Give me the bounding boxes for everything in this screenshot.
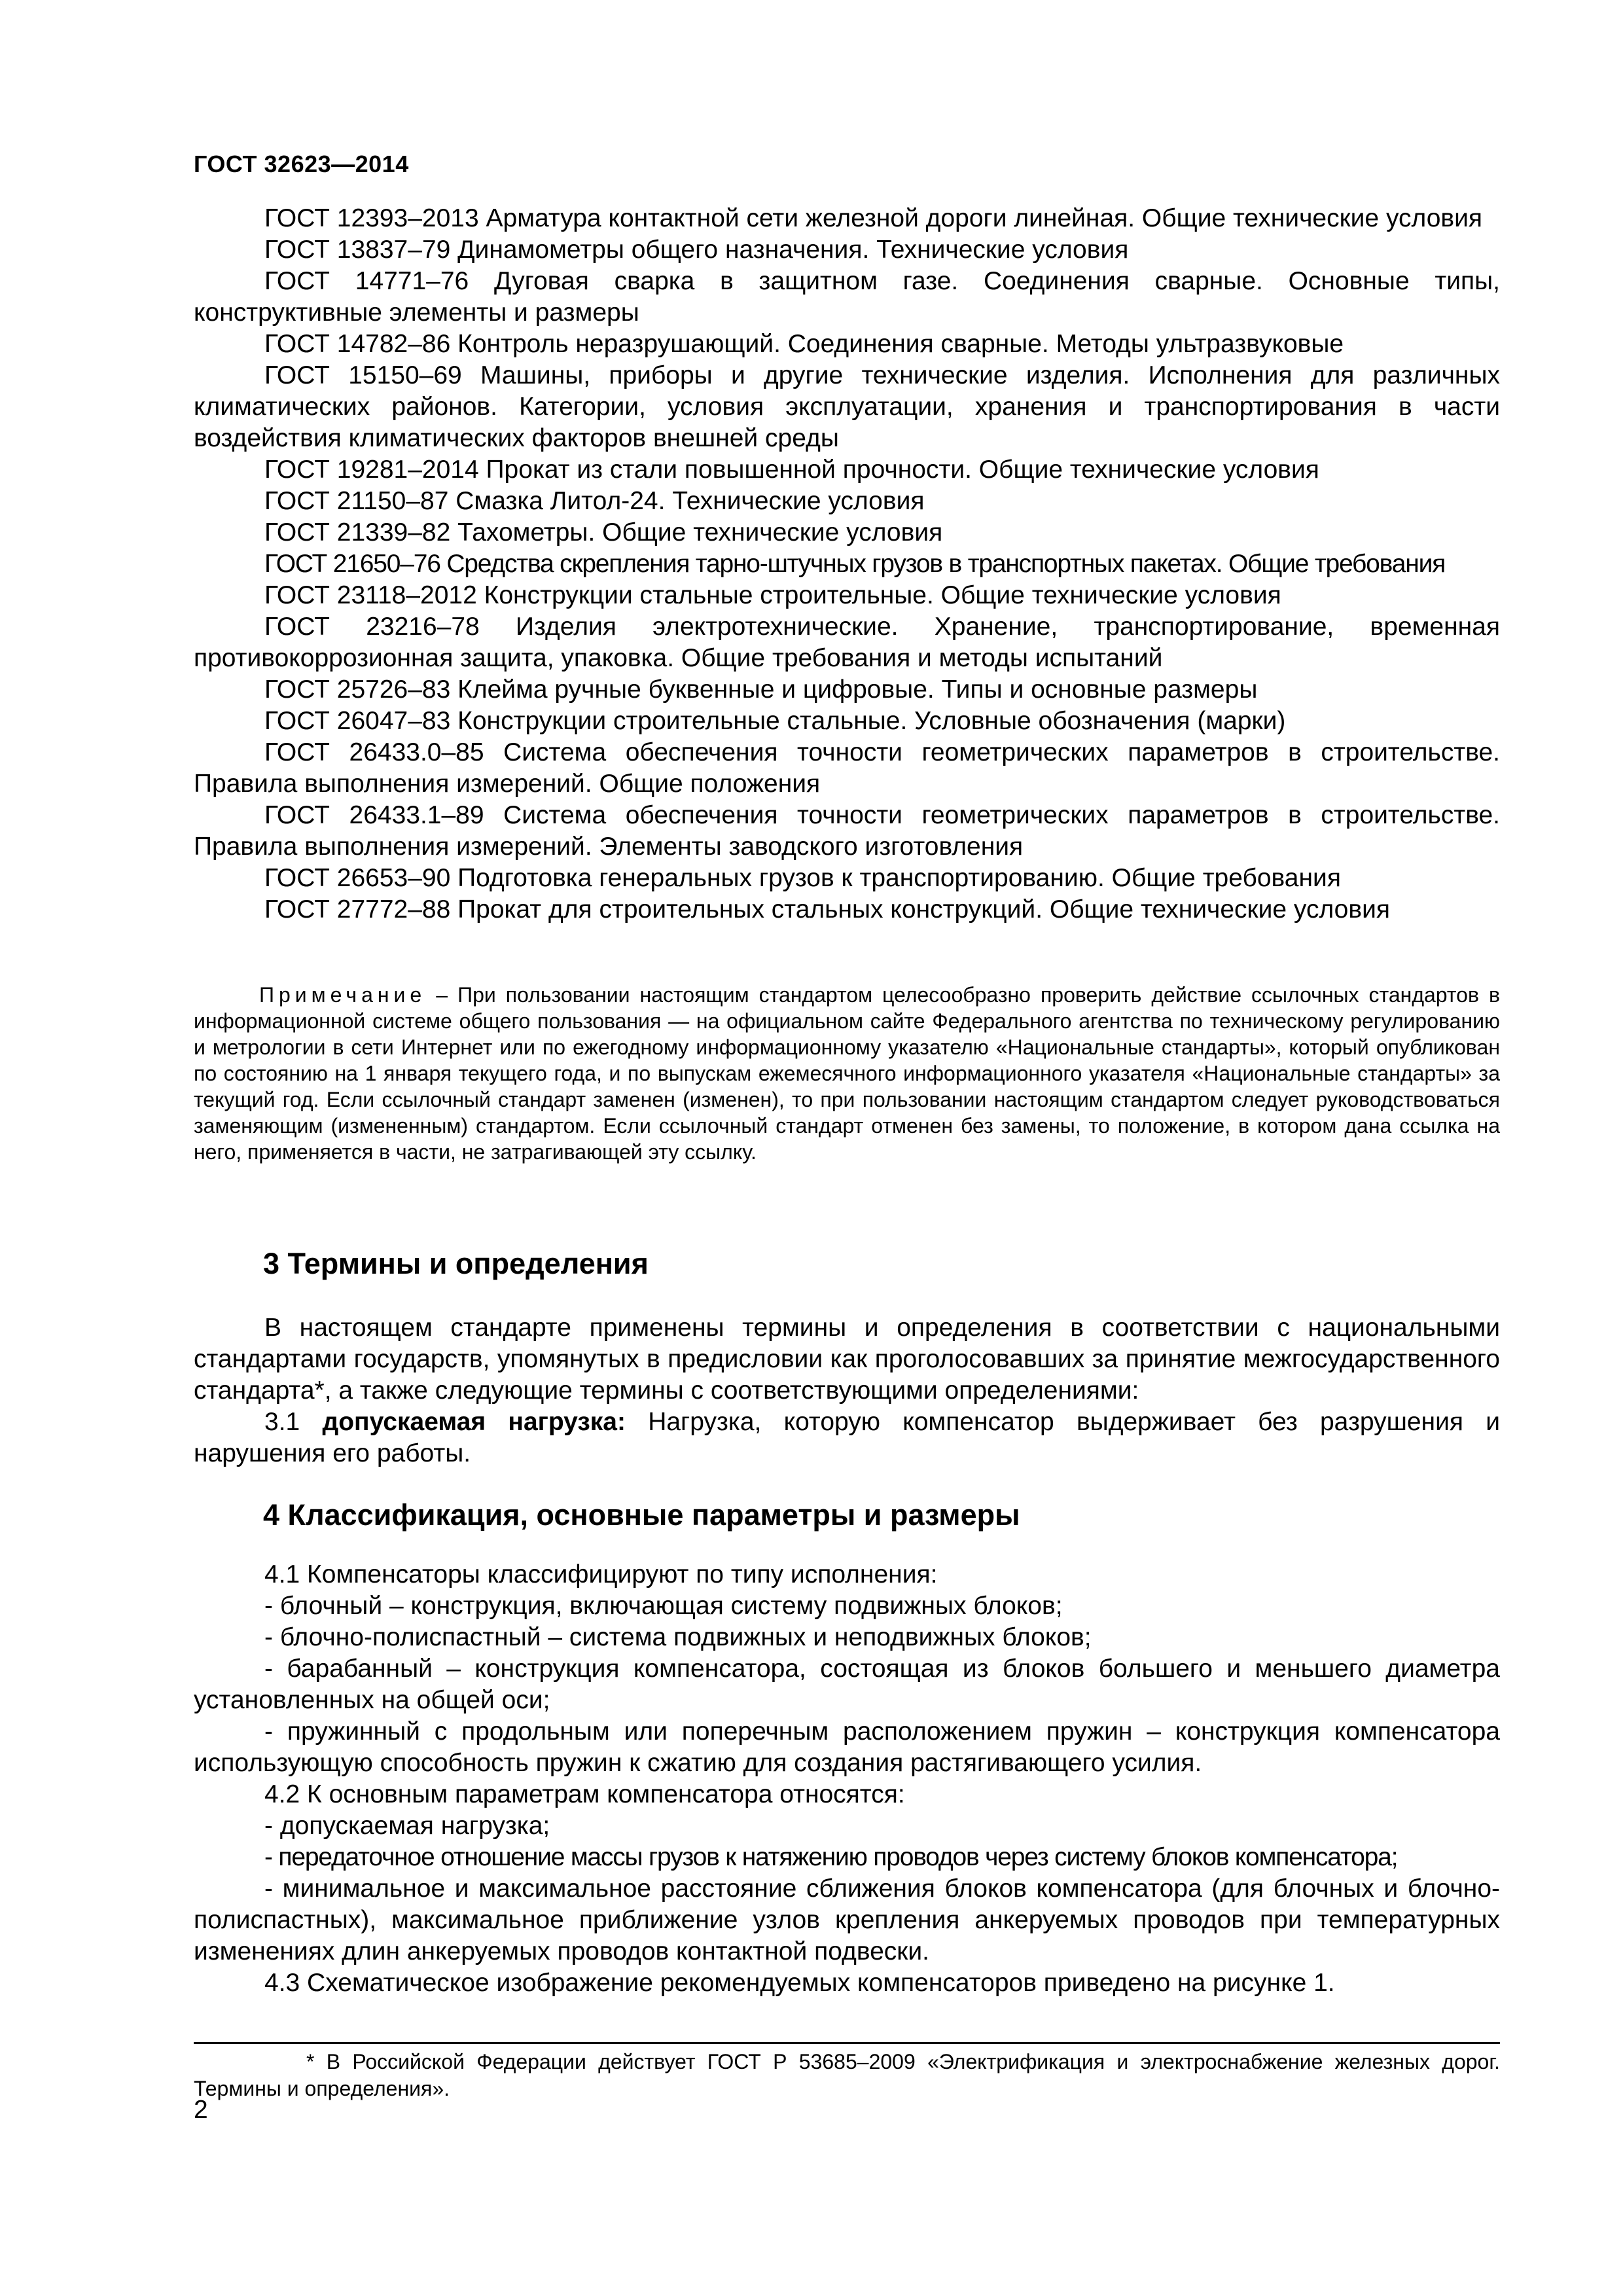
section-4-paragraph: 4.3 Схематическое изображение рекомендуемых компенсаторов приведено на рисунке 1. xyxy=(264,1969,1335,1997)
reference-item: ГОСТ 13837–79 Динамометры общего назначения. Технические условия xyxy=(264,236,1129,264)
reference-item: ГОСТ 21339–82 Тахометры. Общие технические условия xyxy=(264,518,943,547)
reference-item: ГОСТ 26047–83 Конструкции строительные стальные. Условные обозначения (марки) xyxy=(264,707,1286,735)
note-text: – При пользовании настоящим стандартом целесообразно проверить действие ссылочных стандартов в информационной системе общего пользования — на официальном сайте Федерального агентства по техническому регулированию и метрологии в сети Интернет или по ежегодному информационному указателю «Национальные стандарты», который опубликован по состоянию на 1 января текущего года, и по выпускам ежемесячного информационного указателя «Национальные стандарты» за текущий год. Если ссылочный стандарт заменен (изменен), то при пользовании настоящим стандартом следует руководствоваться заменяющим (измененным) стандартом. Если ссылочный стандарт отменен без замены, то положение, в котором дана ссылка на него, применяется в части, не затрагивающей эту ссылку. xyxy=(194,983,1501,1164)
footnote: * В Российской Федерации действует ГОСТ Р 53685–2009 «Электрификация и электроснабжение железных дорог. Термины и определения». xyxy=(194,2050,1500,2100)
term-definition-paragraph xyxy=(194,1407,1500,1469)
footnote-divider xyxy=(194,2042,1500,2044)
classification-item: - барабанный – конструкция компенсатора, состоящая из блоков большего и меньшего диаметра установленных на общей оси; xyxy=(194,1655,1500,1714)
classification-item: - блочно-полиспастный – система подвижных и неподвижных блоков; xyxy=(264,1623,1092,1651)
parameter-item: - допускаемая нагрузка; xyxy=(264,1812,550,1840)
reference-item: ГОСТ 26433.0–85 Система обеспечения точности геометрических параметров в строительстве. Правила выполнения измерений. Общие положения xyxy=(194,738,1500,798)
section-4-body xyxy=(194,1559,1500,1999)
reference-item: ГОСТ 25726–83 Клейма ручные буквенные и цифровые. Типы и основные размеры xyxy=(264,675,1258,704)
term-number: 3.1 xyxy=(264,1408,300,1436)
reference-item: ГОСТ 23216–78 Изделия электротехнические. Хранение, транспортирование, временная противокоррозионная защита, упаковка. Общие требования и методы испытаний xyxy=(194,613,1500,672)
parameter-item: - минимальное и максимальное расстояние сближения блоков компенсатора (для блочных и блочно-полиспастных), максимальное приближение узлов крепления анкеруемых проводов при температурных изменениях длин анкеруемых проводов контактной подвески. xyxy=(194,1874,1500,1965)
reference-item: ГОСТ 26433.1–89 Система обеспечения точности геометрических параметров в строительстве. Правила выполнения измерений. Элементы заводского изготовления xyxy=(194,801,1500,861)
reference-item: ГОСТ 12393–2013 Арматура контактной сети железной дороги линейная. Общие технические условия xyxy=(264,204,1483,232)
section-4-paragraph: 4.1 Компенсаторы классифицируют по типу исполнения: xyxy=(264,1560,938,1588)
reference-item: ГОСТ 21650–76 Средства скрепления тарно-штучных грузов в транспортных пакетах. Общие требования xyxy=(264,550,1446,578)
classification-item: - пружинный с продольным или поперечным расположением пружин – конструкция компенсатора использующую способность пружин к сжатию для создания растягивающего усилия. xyxy=(194,1717,1500,1777)
section-3-intro: В настоящем стандарте применены термины и определения в соответствии с национальными стандартами государств, упомянутых в предисловии как проголосовавших за принятие межгосударственного стандарта*, а также следующие термины с соответствующими определениями: xyxy=(194,1314,1500,1405)
page-number: 2 xyxy=(194,2096,208,2124)
references-note xyxy=(194,982,1500,1165)
reference-item: ГОСТ 21150–87 Смазка Литол-24. Технические условия xyxy=(264,487,925,515)
parameter-item: - передаточное отношение массы грузов к натяжению проводов через систему блоков компенсатора; xyxy=(264,1843,1398,1871)
reference-item: ГОСТ 19281–2014 Прокат из стали повышенной прочности. Общие технические условия xyxy=(264,456,1319,484)
term-definition: Нагрузка, которую компенсатор выдерживает без разрушения и нарушения его работы. xyxy=(194,1408,1500,1467)
reference-item: ГОСТ 27772–88 Прокат для строительных стальных конструкций. Общие технические условия xyxy=(264,895,1390,924)
normative-references-list xyxy=(194,203,1500,925)
document-id-header: ГОСТ 32623—2014 xyxy=(194,151,409,177)
section-4-paragraph: 4.2 К основным параметрам компенсатора относятся: xyxy=(264,1780,905,1808)
note-label: Примечание xyxy=(259,983,427,1007)
section-3-heading: 3 Термины и определения xyxy=(263,1247,649,1280)
reference-item: ГОСТ 14782–86 Контроль неразрушающий. Соединения сварные. Методы ультразвуковые xyxy=(264,330,1344,358)
reference-item: ГОСТ 15150–69 Машины, приборы и другие технические изделия. Исполнения для различных климатических районов. Категории, условия эксплуатации, хранения и транспортирования в части воздействия климатических факторов внешней среды xyxy=(194,361,1500,452)
term-name: допускаемая нагрузка: xyxy=(322,1408,626,1436)
classification-item: - блочный – конструкция, включающая систему подвижных блоков; xyxy=(264,1592,1063,1620)
reference-item: ГОСТ 14771–76 Дуговая сварка в защитном газе. Соединения сварные. Основные типы, конструктивные элементы и размеры xyxy=(194,267,1500,327)
reference-item: ГОСТ 26653–90 Подготовка генеральных грузов к транспортированию. Общие требования xyxy=(264,864,1341,892)
section-4-heading: 4 Классификация, основные параметры и размеры xyxy=(263,1498,1020,1532)
section-3-body xyxy=(194,1312,1500,1469)
reference-item: ГОСТ 23118–2012 Конструкции стальные строительные. Общие технические условия xyxy=(264,581,1281,609)
